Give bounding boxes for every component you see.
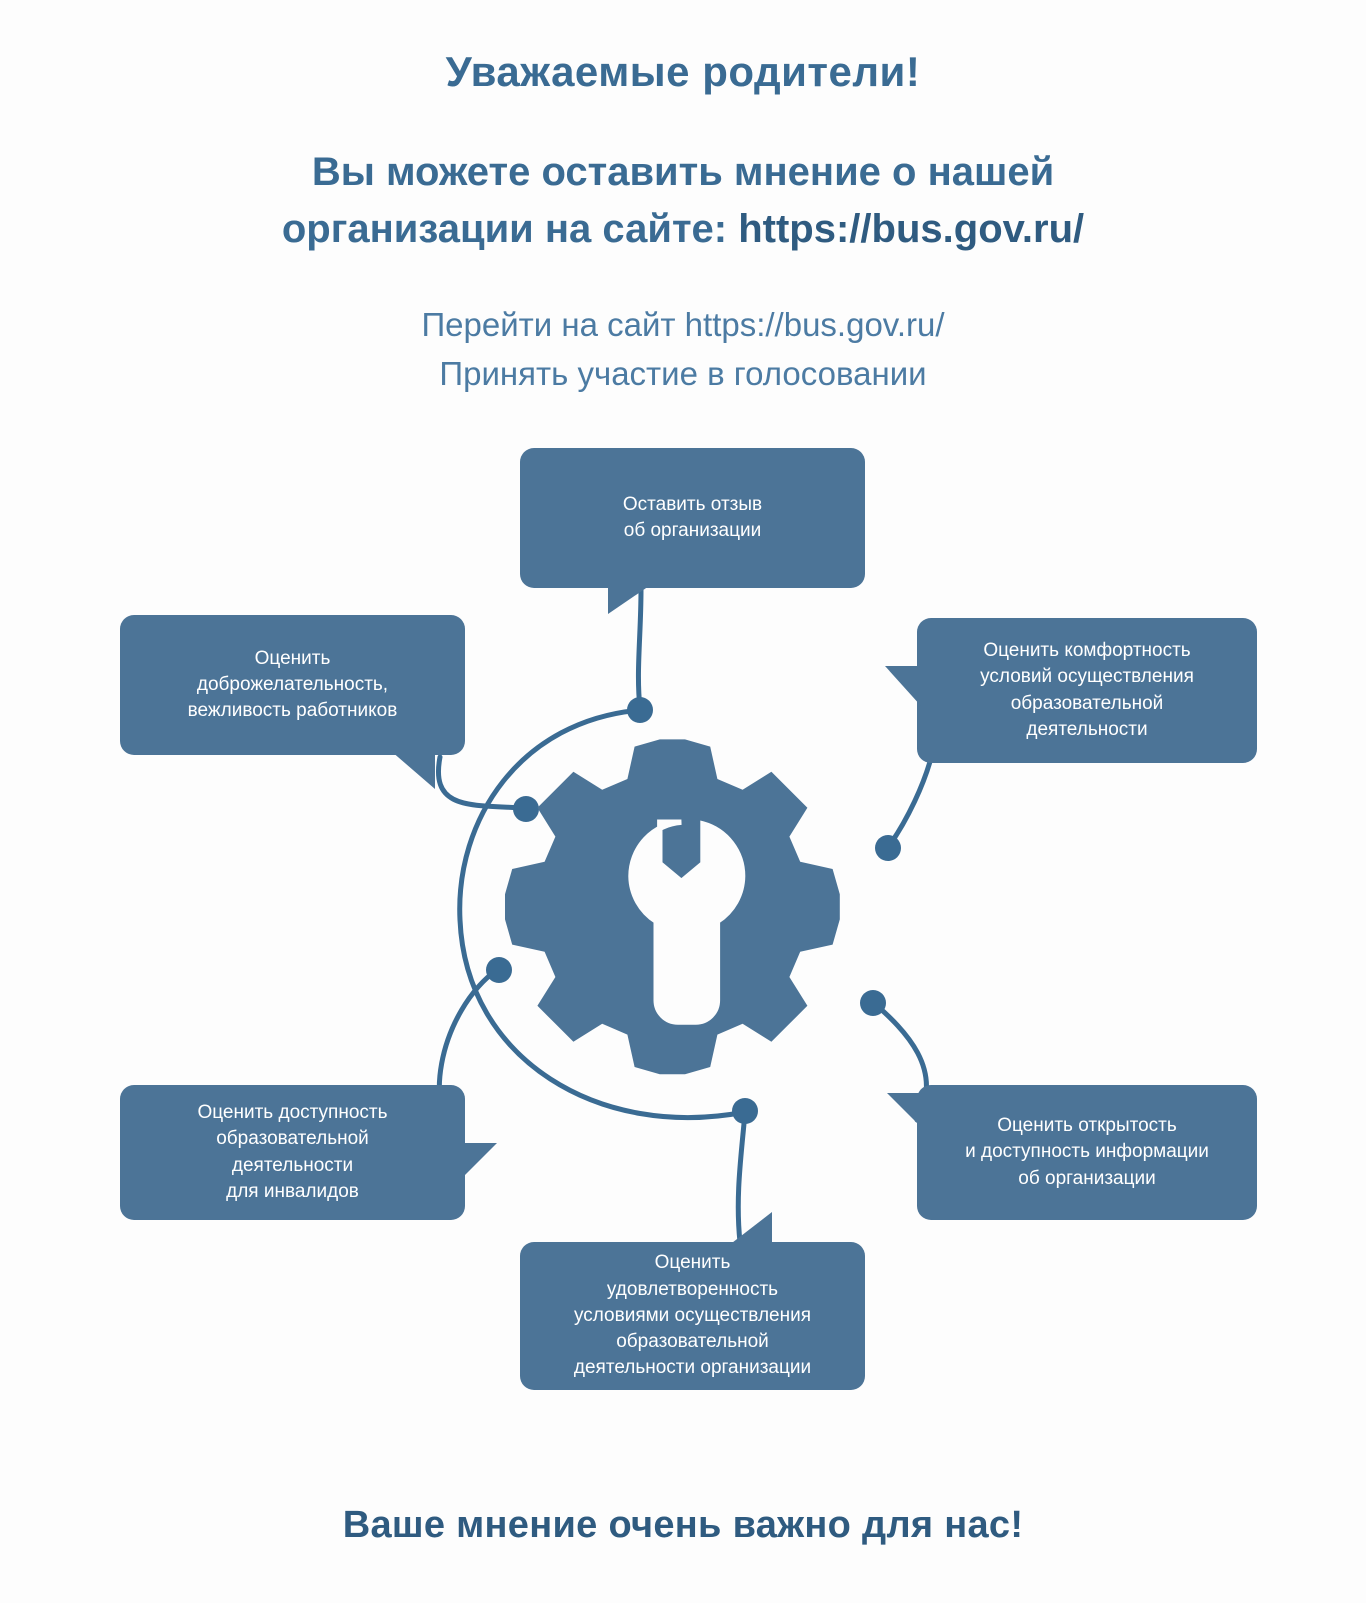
step-take-part: Принять участие в голосовании xyxy=(439,355,927,393)
diagram-area xyxy=(0,420,1366,1450)
bubble-line: деятельности xyxy=(231,1154,354,1176)
subtitle-line-1: Вы можете оставить мнение о нашей xyxy=(311,150,1055,194)
bubble-line: удовлетворенность xyxy=(606,1278,779,1300)
bubble-line: условиями осуществления xyxy=(573,1304,812,1326)
bubble-line: деятельности xyxy=(1026,718,1148,740)
dot-satisfaction xyxy=(732,1098,758,1124)
bubble-line: Оценить xyxy=(654,1252,731,1274)
bubble-line: образовательной xyxy=(1010,692,1164,714)
step-goto-site: Перейти на сайт https://bus.gov.ru/ xyxy=(421,305,945,343)
footer-slogan: Ваше мнение очень важно для нас! xyxy=(342,1504,1024,1546)
bus-gov-url[interactable]: https://bus.gov.ru/ xyxy=(738,206,1085,251)
bubble-line: и доступность информации xyxy=(965,1141,1209,1163)
dot-comfort xyxy=(875,835,901,861)
bubble-accessibility-disabled[interactable] xyxy=(120,1085,465,1220)
page-title: Уважаемые родители! xyxy=(445,48,921,95)
bubble-line: об организации xyxy=(1018,1167,1156,1189)
bubble-line: Оценить комфортность xyxy=(983,640,1191,662)
bubble-tail xyxy=(461,1143,497,1179)
header xyxy=(0,0,1366,399)
bubble-line: Оценить доступность xyxy=(197,1102,388,1124)
bubble-tail xyxy=(728,1212,772,1246)
bubble-tail xyxy=(391,751,435,789)
instruction-steps xyxy=(0,300,1366,399)
bubble-satisfaction-conditions[interactable] xyxy=(520,1242,865,1390)
bubble-openness-information[interactable] xyxy=(917,1085,1257,1220)
bubble-line: условий осуществления xyxy=(980,666,1194,688)
bubble-line: Оставить отзыв xyxy=(622,493,763,515)
bubble-line: образовательной xyxy=(216,1128,369,1150)
bubble-tail xyxy=(885,666,921,706)
bubble-staff-goodwill[interactable] xyxy=(120,615,465,755)
bubble-line: об организации xyxy=(623,520,762,541)
dot-leave-review xyxy=(627,697,653,723)
bubble-line: Оценить открытость xyxy=(997,1115,1177,1137)
bubble-line: для инвалидов xyxy=(226,1180,359,1202)
bubble-line: вежливость работников xyxy=(187,700,398,722)
bubble-tail xyxy=(887,1093,921,1127)
bubble-tail xyxy=(608,584,652,614)
bubble-comfort-conditions[interactable] xyxy=(917,618,1257,763)
bubble-line: деятельности организации xyxy=(573,1357,812,1379)
bubble-line: образовательной xyxy=(616,1331,769,1353)
bubble-line: доброжелательность, xyxy=(196,673,389,695)
subtitle xyxy=(0,144,1366,258)
bubble-line: Оценить xyxy=(254,647,331,669)
gear-wrench-icon xyxy=(505,725,865,1085)
subtitle-line-2-prefix: организации на сайте: xyxy=(281,206,739,251)
bubble-leave-review[interactable] xyxy=(520,448,865,588)
